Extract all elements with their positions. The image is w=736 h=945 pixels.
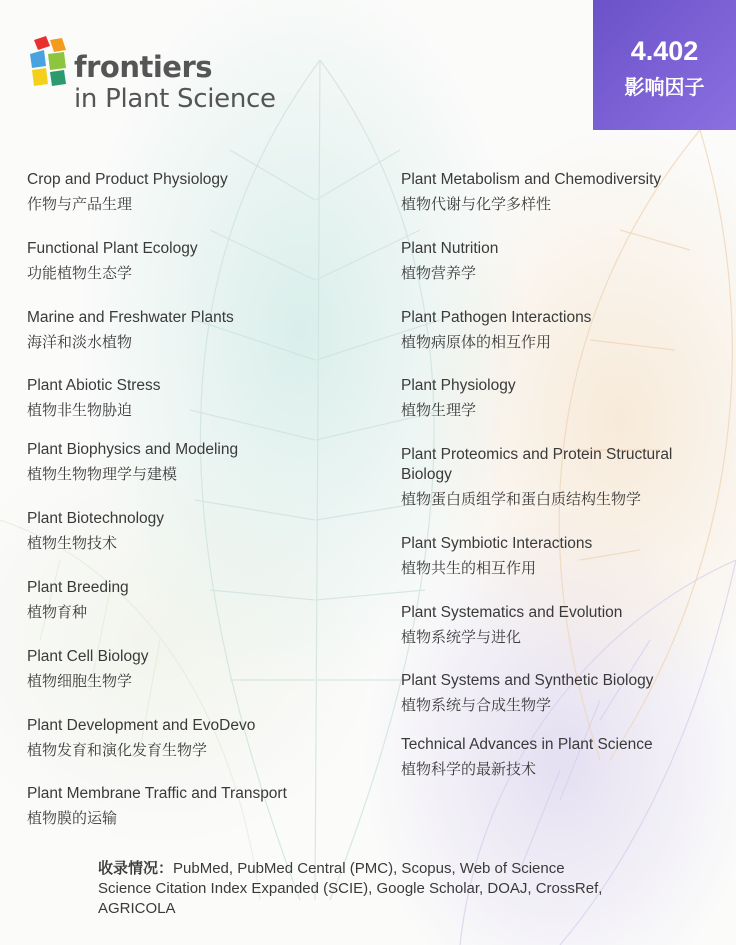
list-item — [401, 603, 726, 647]
section-title-zh: 植物共生的相互作用 — [401, 559, 537, 577]
section-title-zh: 植物生理学 — [401, 401, 477, 419]
section-title-zh: 海洋和淡水植物 — [27, 333, 133, 351]
list-item — [401, 170, 726, 214]
indexing-label: 收录情况： — [98, 859, 174, 877]
section-title-zh: 植物膜的运输 — [27, 809, 118, 827]
section-title-en: Plant Systematics and Evolution — [401, 604, 623, 621]
section-title-zh: 植物细胞生物学 — [27, 672, 133, 690]
impact-factor-badge — [593, 0, 736, 130]
section-title-zh: 植物蛋白质组学和蛋白质结构生物学 — [401, 490, 642, 508]
list-item — [27, 509, 382, 553]
section-title-zh: 植物营养学 — [401, 264, 477, 282]
indexing-line-3: AGRICOLA — [98, 900, 176, 917]
journal-name-secondary: in Plant Science — [74, 84, 276, 114]
section-title-en: Plant Metabolism and Chemodiversity — [401, 171, 662, 188]
section-title-zh: 植物代谢与化学多样性 — [401, 195, 552, 213]
section-title-en: Plant Pathogen Interactions — [401, 309, 592, 326]
section-title-en: Plant Proteomics and Protein Structural Biology — [401, 446, 673, 483]
indexing-info — [98, 858, 658, 919]
list-item — [27, 647, 382, 691]
section-title-zh: 作物与产品生理 — [27, 195, 133, 213]
section-title-zh: 植物科学的最新技术 — [401, 760, 537, 778]
list-item — [27, 308, 382, 352]
section-title-zh: 植物系统与合成生物学 — [401, 696, 552, 714]
section-title-en: Technical Advances in Plant Science — [401, 736, 653, 753]
impact-factor-label: 影响因子 — [624, 75, 705, 99]
section-title-zh: 植物系统学与进化 — [401, 628, 522, 646]
list-item — [27, 440, 382, 484]
list-item — [27, 239, 382, 283]
section-title-en: Marine and Freshwater Plants — [27, 309, 234, 326]
list-item — [27, 716, 382, 760]
section-title-zh: 功能植物生态学 — [27, 264, 133, 282]
section-title-zh: 植物发育和演化发育生物学 — [27, 741, 208, 759]
list-item — [401, 735, 726, 779]
list-item — [27, 578, 382, 622]
section-title-en: Plant Nutrition — [401, 240, 499, 257]
section-title-en: Plant Biotechnology — [27, 510, 165, 527]
section-title-en: Plant Symbiotic Interactions — [401, 535, 593, 552]
section-title-en: Plant Systems and Synthetic Biology — [401, 672, 654, 689]
impact-factor-value: 4.402 — [630, 36, 699, 66]
section-title-zh: 植物生物物理学与建模 — [27, 465, 178, 483]
section-title-zh: 植物生物技术 — [27, 534, 118, 552]
section-title-en: Plant Physiology — [401, 377, 516, 394]
list-item — [27, 376, 382, 420]
list-item — [401, 671, 726, 715]
section-title-en: Plant Cell Biology — [27, 648, 149, 665]
section-title-en: Functional Plant Ecology — [27, 240, 198, 257]
section-title-en: Crop and Product Physiology — [27, 171, 228, 188]
section-title-zh: 植物育种 — [27, 603, 88, 621]
section-title-en: Plant Biophysics and Modeling — [27, 441, 239, 458]
frontiers-cube-icon — [26, 36, 70, 88]
list-item — [27, 784, 382, 828]
section-title-zh: 植物病原体的相互作用 — [401, 333, 552, 351]
journal-name-primary: frontiers — [74, 50, 213, 84]
section-title-en: Plant Breeding — [27, 579, 129, 596]
list-item — [401, 445, 726, 509]
section-title-en: Plant Membrane Traffic and Transport — [27, 785, 287, 802]
indexing-line-2: Science Citation Index Expanded (SCIE), Google Scholar, DOAJ, CrossRef, — [98, 880, 603, 897]
list-item — [401, 376, 726, 420]
journal-logo — [26, 36, 326, 120]
indexing-databases-1: PubMed, PubMed Central (PMC), Scopus, Web of Science — [173, 860, 565, 877]
section-title-zh: 植物非生物胁迫 — [27, 401, 133, 419]
section-title-en: Plant Development and EvoDevo — [27, 717, 256, 734]
section-title-en: Plant Abiotic Stress — [27, 377, 161, 394]
indexing-line-1 — [98, 858, 658, 879]
list-item — [401, 308, 726, 352]
list-item — [401, 534, 726, 578]
list-item — [27, 170, 382, 214]
list-item — [401, 239, 726, 283]
